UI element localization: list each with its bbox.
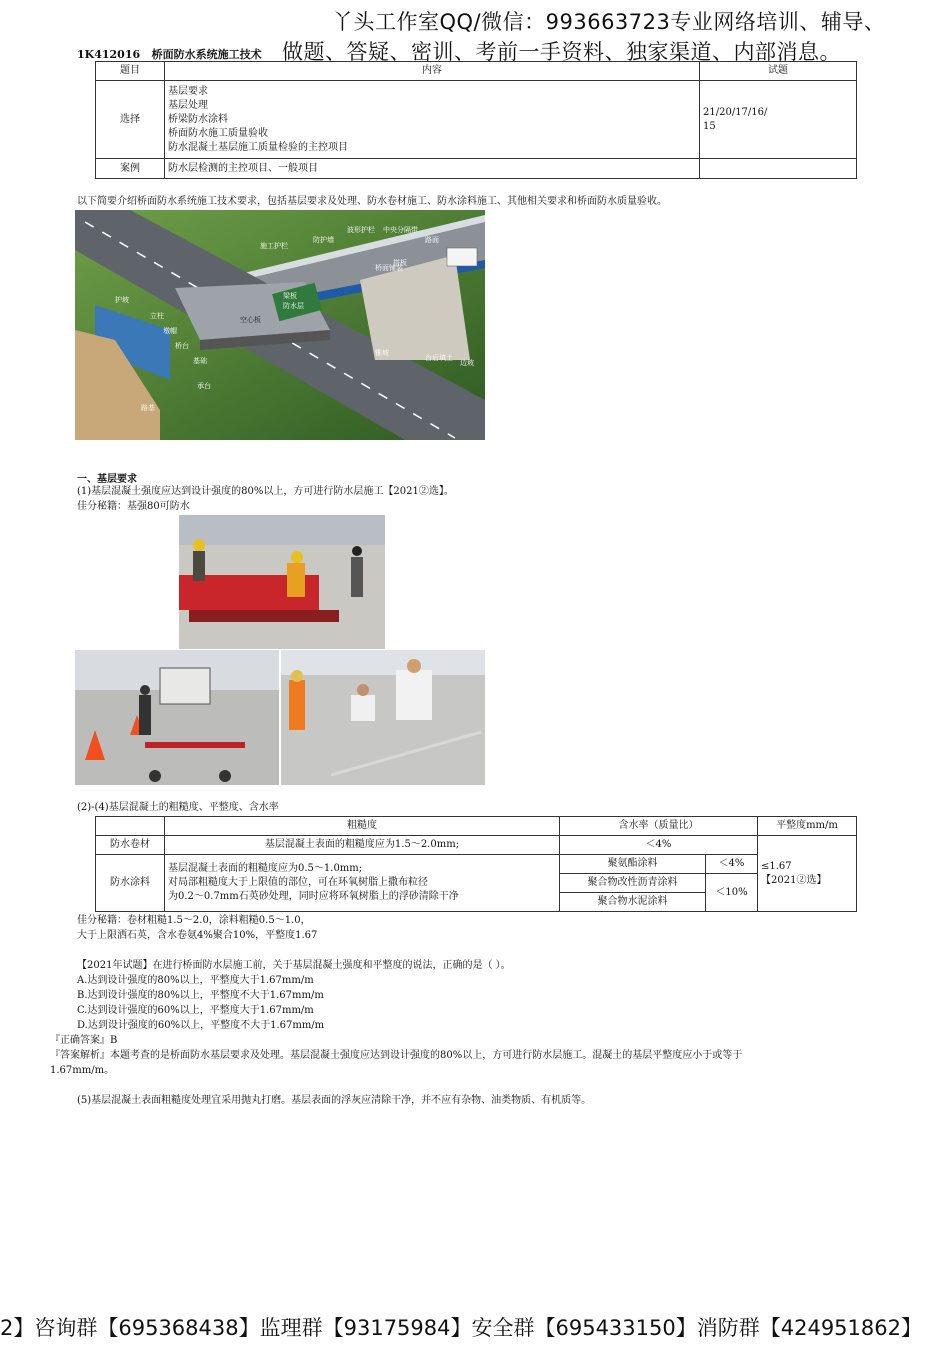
content-item: 桥面防水施工质量验收 — [168, 127, 268, 139]
col-header-content: 内容 — [165, 62, 700, 81]
coating-moisture-polymer: ＜10% — [706, 874, 758, 912]
row-type-choice: 选择 — [96, 81, 165, 159]
label-deck-beam: 梁板 — [283, 292, 297, 300]
label-hollow-slab: 空心板 — [240, 316, 261, 324]
label-construction-rail: 施工护栏 — [260, 242, 288, 250]
col-header-flatness: 平整度mm/m — [758, 817, 857, 836]
col-header-topic: 题目 — [96, 62, 165, 81]
coating-rough-line-2: 对局部粗糙度大于上限值的部位，可在环氧树脂上撒布粒径 — [168, 877, 428, 888]
section-1-p1: (1)基层混凝土强度应达到设计强度的80%以上，方可进行防水层施工【2021②选】。 — [77, 486, 454, 497]
option-c: C.达到设计强度的60%以上，平整度大于1.67mm/m — [77, 1005, 314, 1016]
label-column: 立柱 — [150, 312, 164, 320]
section-1-title: 一、基层要求 — [77, 474, 137, 485]
coating-roughness — [165, 855, 560, 912]
content-item: 桥梁防水涂料 — [168, 113, 228, 125]
membrane-roughness: 基层混凝土表面的粗糙度应为1.5～2.0mm; — [165, 836, 560, 855]
row-type-case: 案例 — [96, 159, 165, 179]
option-a: A.达到设计强度的80%以上，平整度大于1.67mm/m — [77, 975, 314, 986]
section-code-number: 1K412016 — [77, 48, 141, 61]
label-guardrail: 波形护栏 — [347, 226, 375, 234]
label-abutment: 桥台 — [175, 342, 189, 350]
correct-answer: 『正确答案』B — [50, 1035, 118, 1046]
tip-line-2: 大于上限洒石英，含水卷氨4%聚合10%，平整度1.67 — [77, 930, 318, 941]
photo-surface-treatment — [179, 515, 385, 649]
footer-contact-groups: 2】咨询群【695368438】监理群【93175984】安全群【695433150】消防群【424951862】 — [0, 1316, 922, 1340]
tip-line-1: 佳分秘籍：卷材粗糙1.5～2.0，涂料粗糙0.5～1.0， — [77, 915, 311, 926]
row-years — [700, 81, 857, 159]
section-code — [77, 46, 262, 62]
photo-inspection — [281, 650, 485, 785]
content-item: 基层处理 — [168, 99, 208, 111]
row-years-case — [700, 159, 857, 179]
years-line-1: 21/20/17/16/ — [703, 106, 768, 118]
intro-paragraph: 以下简要介绍桥面防水系统施工技术要求，包括基层要求及处理、防水卷材施工、防水涂料施工、其他相关要求和桥面防水质量验收。 — [77, 196, 667, 207]
label-backfill: 台后填土 — [425, 354, 453, 362]
label-pavement: 路面 — [425, 236, 439, 244]
bridge-diagram-svg — [75, 210, 485, 440]
label-protect-wall: 防护墙 — [313, 236, 334, 244]
answer-analysis-1: 『答案解析』本题考查的是桥面防水基层要求及处理。基层混凝土强度应达到设计强度的80%以上，方可进行防水层施工。混凝土的基层平整度应小于或等于 — [50, 1050, 743, 1061]
header-line-1: 丫头工作室QQ/微信：993663723专业网络培训、辅导、 — [332, 10, 886, 34]
paragraph-5: (5)基层混凝土表面粗糙度处理宜采用抛丸打磨。基层表面的浮灰应清除干净，并不应有杂物、油类物质、有机质等。 — [77, 1095, 592, 1106]
col-header-roughness: 粗糙度 — [165, 817, 560, 836]
content-item: 基层要求 — [168, 85, 208, 97]
row-label-membrane: 防水卷材 — [96, 836, 165, 855]
section-2-heading: (2)-(4)基层混凝土的粗糙度、平整度、含水率 — [77, 802, 279, 813]
label-pier-cap: 墩帽 — [163, 327, 177, 335]
coating-rough-line-3: 为0.2～0.7mm石英砂处理，同时应将环氧树脂上的浮砂清除干净 — [168, 891, 459, 902]
answer-analysis-2: 1.67mm/m。 — [50, 1065, 115, 1076]
empty-corner — [96, 817, 165, 836]
section-title: 桥面防水系统施工技术 — [151, 48, 262, 61]
label-deck-paving: 桥面铺装 — [375, 264, 403, 272]
coating-type-modified-asphalt: 聚合物改性沥青涂料 — [560, 874, 706, 893]
label-slope-protect: 护坡 — [115, 296, 129, 304]
header-line-2: 做题、答疑、密训、考前一手资料、独家渠道、内部消息。 — [282, 40, 841, 64]
label-subgrade: 路基 — [141, 404, 155, 412]
label-cone-slope: 锥坡 — [375, 349, 389, 357]
question-stem: 【2021年试题】在进行桥面防水层施工前，关于基层混凝土强度和平整度的说法，正确的是（ ）。 — [77, 960, 511, 971]
label-cap: 承台 — [197, 382, 211, 390]
topic-table — [95, 61, 857, 179]
photo-flatness-test — [75, 650, 279, 785]
coating-rough-line-1: 基层混凝土表面的粗糙度应为0.5～1.0mm; — [168, 863, 363, 874]
membrane-moisture: ＜4% — [560, 836, 758, 855]
coating-moisture-polyurethane: ＜4% — [706, 855, 758, 874]
flatness-number: ≤1.67 — [761, 860, 792, 872]
col-header-moisture: 含水率（质量比） — [560, 817, 758, 836]
option-b: B.达到设计强度的80%以上，平整度不大于1.67mm/m — [77, 990, 324, 1001]
years-line-2: 15 — [703, 120, 716, 132]
label-approach-slab: 搭板 — [393, 259, 407, 267]
option-d: D.达到设计强度的60%以上，平整度不大于1.67mm/m — [77, 1020, 325, 1031]
coating-type-polymer-cement: 聚合物水泥涂料 — [560, 893, 706, 912]
content-item: 防水混凝土基层施工质量检验的主控项目 — [168, 141, 348, 153]
label-median: 中央分隔带 — [383, 226, 418, 234]
row-content-list — [165, 81, 700, 159]
label-deck-waterproof: 防水层 — [283, 302, 304, 310]
flatness-year: 【2021②选】 — [761, 874, 827, 886]
coating-type-polyurethane: 聚氨酯涂料 — [560, 855, 706, 874]
bridge-diagram — [75, 210, 485, 440]
label-foundation: 基础 — [193, 357, 207, 365]
flatness-value — [758, 836, 857, 912]
base-requirements-table — [95, 816, 857, 912]
section-1-tip: 佳分秘籍：基强80可防水 — [77, 501, 190, 512]
row-content-case: 防水层检测的主控项目、一般项目 — [165, 159, 700, 179]
row-label-coating: 防水涂料 — [96, 855, 165, 912]
col-header-years: 试题 — [700, 62, 857, 81]
label-side-slope: 边坡 — [460, 359, 474, 367]
